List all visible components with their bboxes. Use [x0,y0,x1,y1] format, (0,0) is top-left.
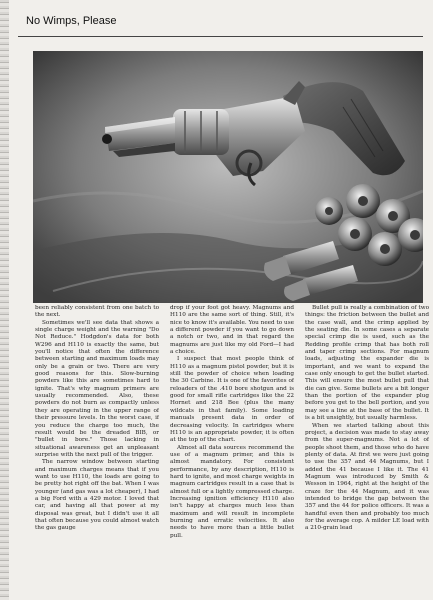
paragraph: drop if your foot got heavy. Magnums and H110 are the same sort of thing. Still, it's nice to know it's available. You need to use a different powder if you want to go down a notch or two, and in that regard the magnums are just like my old Ford—I had a choice. [170,305,294,356]
revolver-illustration [33,51,423,303]
revolver-photo [33,51,423,303]
paragraph: been reliably consistent from one batch to the next. [35,305,159,319]
paragraph: The narrow window between starting and maximum charges means that if you want to use H110, the loads are going to be pretty hot right off the bat. When I was younger (and gas was a lot cheaper), I had a big Ford with a 429 motor. I loved that car, and having all that power at my disposal was great, but I didn't use it all that often because you could almost watch the gas gauge [35,459,159,532]
section-title: No Wimps, Please [26,15,117,27]
page-binding-edge [0,0,9,600]
paragraph: When we started talking about this project, a decision was made to stay away from the super-magnums. Not a lot of people shoot them, and those who do have plenty of data. At first we were just going to use the 357 and 44 Magnums, but I added the 41 because I like it. The 41 Magnum was introduced by Smith & Wesson in 1964, right at the height of the craze for the 44 Magnum, and it was intended to bridge the gap between the 357 and the 44 for police officers. It was a handful even then and probably too much for the average cop. A milder LE load with a 210-grain lead [305,422,429,532]
paragraph: Bullet pull is really a combination of two things: the friction between the bullet and the case wall, and the crimp applied by the seating die. In some cases a separate special crimp die is used, such as the Redding profile crimp that has both roll and taper crimp sections. For magnum loads, adjusting the expander die is important, and we want to expand the case only enough to get the bullet started. This will ensure the most bullet pull that die can give. Some bullets are a bit longer than the portion of the expander plug before you get to the bell portion, and you may see a line at the base of the bullet. It is a bit unsightly, but usually harmless. [305,305,429,422]
text-column-1 [35,305,159,600]
text-column-2 [170,305,294,600]
page-header [18,8,423,37]
paragraph: I suspect that most people think of H110 as a magnum pistol powder, but it is still the powder of choice when loading the 30 Carbine. It is one of the favorites of reloaders of the .410 bore shotgun and is good for small rifle cartridges like the 22 Hornet and 218 Bee (plus the many wildcats in that family). Some loading manuals present data in order of decreasing velocity. In cartridges where H110 is an appropriate powder, it is often at the top of the chart. [170,356,294,444]
text-column-3 [305,305,429,600]
paragraph: Almost all data sources recommend the use of a magnum primer, and this is almost mandatory. For consistent performance, by any description, H110 is hard to ignite, and most charge weights in magnum cartridges result in a case that is almost full or a lightly compressed charge. Increasing ignition efficiency H110 also isn't happy at charges much less than maximum and will result in incomplete burning and erratic velocities. It also needs to have more than a little bullet pull. [170,444,294,539]
paragraph: Sometimes we'll see data that shows a single charge weight and the warning "Do Not Reduce." Hodgdon's data for both W296 and H110 is exactly the same, but you'll notice that often the difference between starting and maximum loads may only be a grain or two. There are very good reasons for this. Slow-burning powders like this are sometimes hard to ignite. That's why magnum primers are usually recommended. Also, these powders do not burn as compactly unless they are operating in the upper range of their pressure levels. In the worst case, if you reduce the charge too much, the result would be the dreaded BIB, or "bullet in bore." Those lacking in situational awareness get an unpleasant surprise with the next pull of the trigger. [35,319,159,458]
